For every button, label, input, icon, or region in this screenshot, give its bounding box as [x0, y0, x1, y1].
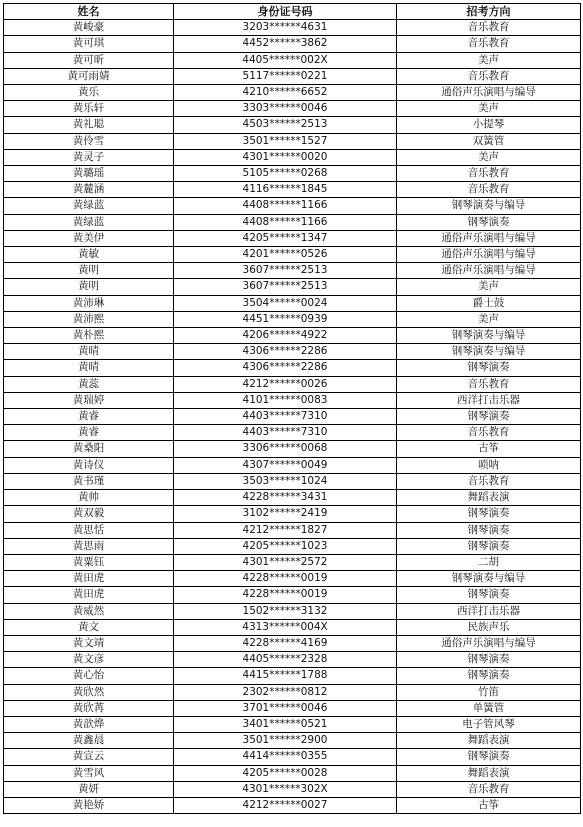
header-row	[4, 4, 581, 20]
cell-name: 黄鑫晨	[4, 733, 174, 749]
table-row	[4, 749, 581, 765]
cell-id-number: 4228******0019	[174, 571, 397, 587]
header-id-number: 身份证号码	[174, 4, 397, 20]
cell-name: 黄欣苒	[4, 700, 174, 716]
cell-name: 黄伶雪	[4, 133, 174, 149]
cell-direction: 通俗声乐演唱与编导	[397, 85, 581, 101]
cell-direction: 美声	[397, 101, 581, 117]
cell-direction: 西洋打击乐器	[397, 392, 581, 408]
table-row	[4, 36, 581, 52]
header-direction: 招考方向	[397, 4, 581, 20]
cell-direction: 钢琴演奏	[397, 668, 581, 684]
table-row	[4, 20, 581, 36]
cell-id-number: 4212******0027	[174, 797, 397, 813]
cell-direction: 音乐教育	[397, 36, 581, 52]
cell-id-number: 4313******004X	[174, 619, 397, 635]
cell-direction: 音乐教育	[397, 166, 581, 182]
table-row	[4, 765, 581, 781]
cell-id-number: 2302******0812	[174, 684, 397, 700]
cell-name: 黄心怡	[4, 668, 174, 684]
cell-id-number: 4116******1845	[174, 182, 397, 198]
cell-direction: 音乐教育	[397, 376, 581, 392]
cell-name: 黄灵子	[4, 149, 174, 165]
cell-name: 黄威然	[4, 603, 174, 619]
cell-id-number: 4403******7310	[174, 425, 397, 441]
cell-name: 黄歆烨	[4, 716, 174, 732]
cell-name: 黄乐	[4, 85, 174, 101]
table-row	[4, 457, 581, 473]
cell-direction: 钢琴演奏	[397, 214, 581, 230]
table-row	[4, 490, 581, 506]
cell-direction: 双簧管	[397, 133, 581, 149]
table-row	[4, 328, 581, 344]
cell-id-number: 3401******0521	[174, 716, 397, 732]
cell-id-number: 4415******1788	[174, 668, 397, 684]
cell-direction: 通俗声乐演唱与编导	[397, 263, 581, 279]
cell-direction: 舞蹈表演	[397, 490, 581, 506]
cell-id-number: 3701******0046	[174, 700, 397, 716]
cell-id-number: 3503******1024	[174, 473, 397, 489]
cell-id-number: 3303******0046	[174, 101, 397, 117]
cell-name: 黄沛琳	[4, 295, 174, 311]
table-row	[4, 230, 581, 246]
cell-name: 黄文彦	[4, 652, 174, 668]
table-row	[4, 716, 581, 732]
table-row	[4, 587, 581, 603]
table-row	[4, 473, 581, 489]
cell-direction: 钢琴演奏	[397, 360, 581, 376]
cell-id-number: 3501******2900	[174, 733, 397, 749]
cell-id-number: 4228******4169	[174, 635, 397, 651]
cell-name: 黄峻豪	[4, 20, 174, 36]
cell-direction: 二胡	[397, 554, 581, 570]
cell-direction: 钢琴演奏	[397, 522, 581, 538]
cell-id-number: 4212******0026	[174, 376, 397, 392]
cell-name: 黄宣云	[4, 749, 174, 765]
table-row	[4, 133, 581, 149]
table-row	[4, 360, 581, 376]
cell-direction: 钢琴演奏	[397, 652, 581, 668]
table-row	[4, 344, 581, 360]
cell-direction: 美声	[397, 279, 581, 295]
cell-id-number: 4306******2286	[174, 344, 397, 360]
cell-name: 黄明	[4, 263, 174, 279]
table-row	[4, 797, 581, 813]
cell-id-number: 4228******0019	[174, 587, 397, 603]
table-row	[4, 166, 581, 182]
cell-name: 黄蕊	[4, 376, 174, 392]
cell-name: 黄睿	[4, 425, 174, 441]
table-row	[4, 311, 581, 327]
cell-direction: 竹笛	[397, 684, 581, 700]
table-row	[4, 603, 581, 619]
cell-name: 黄晴	[4, 344, 174, 360]
cell-name: 黄欣然	[4, 684, 174, 700]
cell-id-number: 4301******2572	[174, 554, 397, 570]
cell-direction: 电子管风琴	[397, 716, 581, 732]
table-row	[4, 68, 581, 84]
cell-direction: 爵士鼓	[397, 295, 581, 311]
cell-direction: 通俗声乐演唱与编导	[397, 247, 581, 263]
cell-direction: 钢琴演奏	[397, 538, 581, 554]
cell-name: 黄晴	[4, 360, 174, 376]
cell-id-number: 4201******0526	[174, 247, 397, 263]
table-row	[4, 619, 581, 635]
cell-name: 黄双毅	[4, 506, 174, 522]
table-row	[4, 668, 581, 684]
cell-id-number: 4205******0028	[174, 765, 397, 781]
cell-id-number: 4101******0083	[174, 392, 397, 408]
cell-name: 黄思恬	[4, 522, 174, 538]
cell-direction: 钢琴演奏与编导	[397, 344, 581, 360]
table-row	[4, 279, 581, 295]
cell-direction: 钢琴演奏	[397, 409, 581, 425]
cell-direction: 钢琴演奏与编导	[397, 328, 581, 344]
table-row	[4, 506, 581, 522]
table-body	[4, 20, 581, 814]
cell-direction: 古筝	[397, 441, 581, 457]
table-row	[4, 214, 581, 230]
cell-direction: 古筝	[397, 797, 581, 813]
table-row	[4, 85, 581, 101]
table-row	[4, 295, 581, 311]
table-row	[4, 781, 581, 797]
cell-id-number: 4408******1166	[174, 214, 397, 230]
cell-id-number: 4403******7310	[174, 409, 397, 425]
cell-name: 黄明	[4, 279, 174, 295]
table-row	[4, 409, 581, 425]
cell-direction: 钢琴演奏与编导	[397, 571, 581, 587]
cell-name: 黄睿	[4, 409, 174, 425]
cell-name: 黄桑阳	[4, 441, 174, 457]
table-row	[4, 684, 581, 700]
cell-name: 黄田虎	[4, 587, 174, 603]
cell-name: 黄书瑾	[4, 473, 174, 489]
table-row	[4, 700, 581, 716]
table-row	[4, 392, 581, 408]
cell-name: 黄绿蓝	[4, 214, 174, 230]
table-row	[4, 522, 581, 538]
cell-direction: 美声	[397, 149, 581, 165]
cell-name: 黄粟钰	[4, 554, 174, 570]
cell-id-number: 3607******2513	[174, 263, 397, 279]
cell-direction: 通俗声乐演唱与编导	[397, 230, 581, 246]
cell-name: 黄文靖	[4, 635, 174, 651]
cell-id-number: 3501******1527	[174, 133, 397, 149]
cell-id-number: 4414******0355	[174, 749, 397, 765]
table-row	[4, 425, 581, 441]
table-row	[4, 101, 581, 117]
cell-id-number: 4451******0939	[174, 311, 397, 327]
cell-name: 黄思雨	[4, 538, 174, 554]
table-row	[4, 263, 581, 279]
cell-id-number: 4307******0049	[174, 457, 397, 473]
cell-id-number: 3102******2419	[174, 506, 397, 522]
cell-name: 黄敏	[4, 247, 174, 263]
table-row	[4, 635, 581, 651]
cell-name: 黄帅	[4, 490, 174, 506]
cell-name: 黄艳娇	[4, 797, 174, 813]
table-row	[4, 198, 581, 214]
cell-direction: 音乐教育	[397, 473, 581, 489]
cell-id-number: 5105******0268	[174, 166, 397, 182]
cell-name: 黄璐瑶	[4, 166, 174, 182]
cell-id-number: 3203******4631	[174, 20, 397, 36]
cell-id-number: 4306******2286	[174, 360, 397, 376]
cell-direction: 钢琴演奏	[397, 506, 581, 522]
table-row	[4, 441, 581, 457]
cell-direction: 舞蹈表演	[397, 765, 581, 781]
cell-id-number: 4206******4922	[174, 328, 397, 344]
cell-direction: 单簧管	[397, 700, 581, 716]
cell-name: 黄礼聪	[4, 117, 174, 133]
table-row	[4, 52, 581, 68]
cell-direction: 钢琴演奏	[397, 749, 581, 765]
cell-name: 黄美伊	[4, 230, 174, 246]
table-row	[4, 117, 581, 133]
cell-id-number: 4301******302X	[174, 781, 397, 797]
cell-direction: 音乐教育	[397, 781, 581, 797]
cell-name: 黄可雨婧	[4, 68, 174, 84]
cell-name: 黄田虎	[4, 571, 174, 587]
cell-direction: 舞蹈表演	[397, 733, 581, 749]
cell-id-number: 4503******2513	[174, 117, 397, 133]
table-row	[4, 652, 581, 668]
cell-id-number: 4210******6652	[174, 85, 397, 101]
cell-name: 黄麓涵	[4, 182, 174, 198]
cell-name: 黄诗仪	[4, 457, 174, 473]
header-name: 姓名	[4, 4, 174, 20]
cell-direction: 音乐教育	[397, 182, 581, 198]
cell-id-number: 4212******1827	[174, 522, 397, 538]
cell-name: 黄可琪	[4, 36, 174, 52]
table-row	[4, 571, 581, 587]
cell-id-number: 3504******0024	[174, 295, 397, 311]
cell-direction: 钢琴演奏	[397, 587, 581, 603]
cell-direction: 通俗声乐演唱与编导	[397, 635, 581, 651]
cell-direction: 钢琴演奏与编导	[397, 198, 581, 214]
cell-id-number: 4205******1023	[174, 538, 397, 554]
table-row	[4, 247, 581, 263]
cell-name: 黄妍	[4, 781, 174, 797]
cell-id-number: 4301******0020	[174, 149, 397, 165]
cell-name: 黄朴熙	[4, 328, 174, 344]
table-row	[4, 554, 581, 570]
cell-id-number: 3607******2513	[174, 279, 397, 295]
cell-id-number: 4408******1166	[174, 198, 397, 214]
table-row	[4, 538, 581, 554]
cell-name: 黄文	[4, 619, 174, 635]
cell-name: 黄绿蓝	[4, 198, 174, 214]
cell-id-number: 5117******0221	[174, 68, 397, 84]
cell-id-number: 4205******1347	[174, 230, 397, 246]
cell-name: 黄乐轩	[4, 101, 174, 117]
cell-name: 黄沛熙	[4, 311, 174, 327]
cell-direction: 音乐教育	[397, 20, 581, 36]
cell-id-number: 4228******3431	[174, 490, 397, 506]
cell-id-number: 4452******3862	[174, 36, 397, 52]
cell-direction: 西洋打击乐器	[397, 603, 581, 619]
cell-direction: 民族声乐	[397, 619, 581, 635]
applicant-table	[3, 3, 581, 814]
cell-id-number: 1502******3132	[174, 603, 397, 619]
cell-name: 黄瑞婷	[4, 392, 174, 408]
cell-direction: 美声	[397, 311, 581, 327]
cell-direction: 美声	[397, 52, 581, 68]
cell-name: 黄雪风	[4, 765, 174, 781]
cell-name: 黄可昕	[4, 52, 174, 68]
table-row	[4, 733, 581, 749]
cell-direction: 小提琴	[397, 117, 581, 133]
cell-direction: 音乐教育	[397, 68, 581, 84]
cell-id-number: 4405******2328	[174, 652, 397, 668]
cell-direction: 唢呐	[397, 457, 581, 473]
table-row	[4, 376, 581, 392]
cell-direction: 音乐教育	[397, 425, 581, 441]
cell-id-number: 4405******002X	[174, 52, 397, 68]
table-row	[4, 182, 581, 198]
table-row	[4, 149, 581, 165]
cell-id-number: 3306******0068	[174, 441, 397, 457]
